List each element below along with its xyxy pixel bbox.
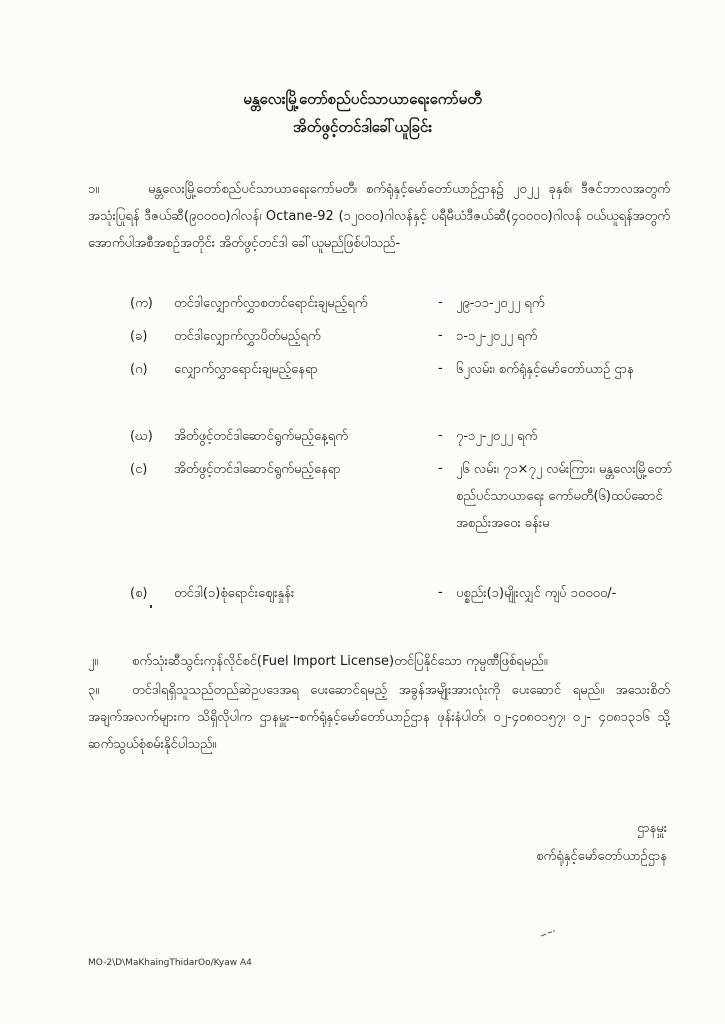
paragraph-1 <box>88 176 670 257</box>
list-item-dash: - <box>438 461 443 476</box>
paragraph-2-number: ၂။ <box>88 654 99 669</box>
signature-title: ဌာနမှူး <box>636 821 667 836</box>
paragraph-3 <box>88 677 670 758</box>
document-reference: MO-2\D\MaKhaingThidarOo/Kyaw A4 <box>88 958 252 968</box>
list-item-description: အိတ်ဖွင့်တင်ဒါဆောင်ရွက်မည့်နေရာ <box>174 462 341 477</box>
list-item-label: (စ) <box>130 586 148 601</box>
list-item-value: ၂၆ လမ်း၊ ၇၁×၇၂ လမ်းကြား၊ မန္တလေးမြို့တော်စည်ပင်သာယာရေး ကော်မတီ(၆)ထပ်ဆောင်အစည်းအဝေး ခန်းမ <box>456 462 673 531</box>
list-item-value: ၂၉-၁၁-၂၀၂၂ ရက် <box>456 296 545 311</box>
list-item-dash: - <box>438 328 443 343</box>
list-item-value: ၇-၁၂-၂၀၂၂ ရက် <box>456 429 538 444</box>
list-item-dash: - <box>438 585 443 600</box>
signature-department: စက်ရုံနှင့်မော်တော်ယာဉ်ဌာန <box>536 849 667 864</box>
list-item-description: လျှောက်လွှာရောင်းချမည့်နေရာ <box>174 362 318 377</box>
paragraph-3-number: ၃။ <box>88 683 100 698</box>
paragraph-3-text: တင်ဒါရရှိသူသည်တည်ဆဲဥပဒေအရ ပေးဆောင်ရမည့် အခွန်အမျိုးအားလုံးကို ပေးဆောင် ရမည်။ အသေးစိတ်အချက်အလက်များက သိရှိလိုပါက ဌာနမှူး--စက်ရုံနှင့်မော်တော်ယာဉ်ဌာန ဖုန်းနံပါတ်၊ ၀၂-၄၀၈၀၁၅၇၊ ၀၂- ၄၀၈၁၃၁၆ သို့ ဆက်သွယ်စုံစမ်းနိုင်ပါသည်။ <box>88 683 670 752</box>
paragraph-1-text: မန္တလေးမြို့တော်စည်ပင်သာယာရေးကော်မတီ၊ စက်ရုံနှင့်မော်တော်ယာဉ်ဌာန၌ ၂၀၂၂ ခုနှစ်၊ ဒီဇင်ဘာလအတွက် အသုံးပြုရန် ဒီဇယ်ဆီ(၉၀၀၀၀)ဂါလန်၊ Octane-92 (၁၂၀၀၀)ဂါလန်နှင့် ပရီမီယံဒီဇယ်ဆီ(၄၀၀၀၀)ဂါလန် ဝယ်ယူရန်အတွက် အောက်ပါအစီအစဉ်အတိုင်း အိတ်ဖွင့်တင်ဒါ ခေါ်ယူမည်ဖြစ်ပါသည်- <box>88 182 670 251</box>
list-item-dash: - <box>438 361 443 376</box>
list-item-description: အိတ်ဖွင့်တင်ဒါဆောင်ရွက်မည့်နေ့ရက် <box>174 429 348 444</box>
paragraph-1-number: ၁။ <box>88 182 100 197</box>
list-item-label: (ခ) <box>130 329 148 344</box>
list-item-dash: - <box>438 428 443 443</box>
list-item-label: (င) <box>130 462 148 477</box>
list-item-label: (ဂ) <box>130 362 148 377</box>
stray-mark <box>150 605 152 608</box>
list-item-dash: - <box>438 295 443 310</box>
list-item-label: (က) <box>130 296 153 311</box>
header-title-committee: မန္တလေးမြို့တော်စည်ပင်သာယာရေးကော်မတီ <box>243 90 482 108</box>
list-item-value: ၁-၁၂-၂၀၂၂ ရက် <box>456 329 538 344</box>
pen-mark <box>540 930 556 938</box>
list-item-value: ပစ္စည်း(၁)မျိုးလျှင် ကျပ် ၁၀၀၀၀/- <box>456 586 617 601</box>
list-item-value: ၆၂လမ်း၊ စက်ရုံနှင့်မော်တော်ယာဉ် ဌာန <box>456 362 634 377</box>
paragraph-2-text: စက်သုံးဆီသွင်းကုန်လိုင်စင်(Fuel Import License)တင်ပြနိုင်သော ကုမ္ပဏီဖြစ်ရမည်။ <box>132 654 548 669</box>
list-item-description: တင်ဒါ(၁)စုံရောင်းဈေးနှုန်း <box>174 586 295 601</box>
header-title-tender: အိတ်ဖွင့်တင်ဒါခေါ်ယူခြင်း <box>292 118 432 136</box>
list-item-label: (ဃ) <box>130 429 153 444</box>
list-item-description: တင်ဒါလျှောက်လွှာစတင်ရောင်းချမည့်ရက် <box>174 296 368 311</box>
paragraph-2 <box>88 648 670 675</box>
list-item-description: တင်ဒါလျှောက်လွှာပိတ်မည့်ရက် <box>174 329 321 344</box>
